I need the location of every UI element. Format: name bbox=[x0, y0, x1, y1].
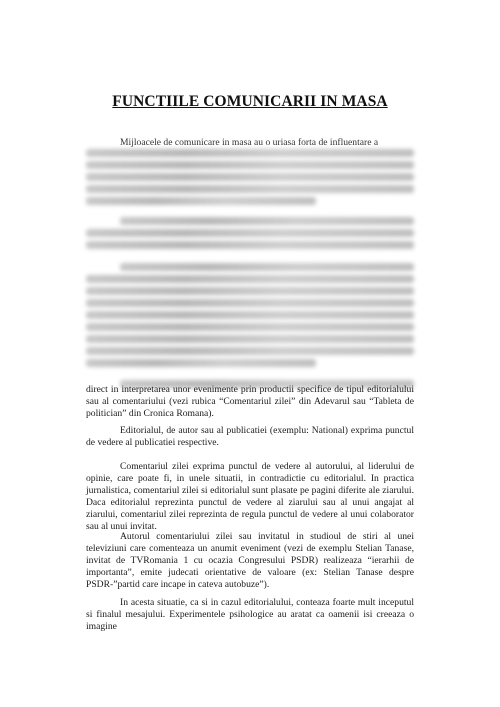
blurred-line bbox=[86, 287, 414, 295]
blurred-line bbox=[86, 185, 414, 193]
document-title: FUNCTIILE COMUNICARII IN MASA bbox=[112, 93, 388, 110]
blurred-line bbox=[86, 323, 414, 331]
blurred-line bbox=[86, 197, 316, 205]
blurred-line bbox=[86, 161, 414, 169]
paragraph-comentariul: Comentariul zilei exprima punctul de vedere al autorului, al liderului de opinie, care poate fi, in unele situatii, in contradictie cu editorialul. In practica jurnalistica, comentariul zilei si editorialul sunt plasate pe pagini diferite ale ziarului. Daca editorialul reprezinta punctul de vedere al ziarului sau al unui angajat al ziarului, comentariul zilei reprezinta de regula punctul de vedere al unui colaborator sau al unui invitat. bbox=[86, 461, 414, 533]
blurred-line bbox=[86, 299, 414, 307]
blurred-line bbox=[86, 347, 414, 355]
blurred-line bbox=[86, 229, 414, 237]
paragraph-situatie: In acesta situatie, ca si in cazul editorialului, conteaza foarte mult inceputul si finalul mesajului. Experimentele psihologice au aratat ca oamenii isi creeaza o imagine bbox=[86, 597, 414, 633]
blurred-line bbox=[86, 335, 414, 343]
blurred-line bbox=[86, 241, 414, 249]
blurred-line bbox=[86, 149, 414, 157]
blurred-line bbox=[86, 359, 316, 367]
blurred-line bbox=[120, 217, 414, 225]
blurred-line bbox=[120, 263, 414, 271]
paragraph-editorial: Editorialul, de autor sau al publicatiei (exemplu: National) exprima punctul de vedere al publicatiei respective. bbox=[86, 425, 414, 449]
blurred-line bbox=[86, 173, 414, 181]
blurred-line bbox=[86, 275, 414, 283]
blurred-line bbox=[86, 311, 414, 319]
paragraph-autorul: Autorul comentariului zilei sau invitatul in studioul de stiri al unei televiziuni care comenteaza un anumit eveniment (vezi de exemplu Stelian Tanase, invitat de TVRomania 1 cu ocazia Congresului PSDR) realizeaza “ierarhii de importanta”, emite judecati orientative de valoare (ex: Stelian Tanase despre PSDR-”partid care incape in cateva autobuze”). bbox=[86, 531, 414, 591]
continued-paragraph: direct in interpretarea unor evenimente prin productii specifice de tipul editorialului sau al comentariului (vezi rubica “Comentariul zilei” din Adevarul sau “Tableta de politician” din Cronica Romana). bbox=[86, 384, 414, 420]
intro-fragment: Mijloacele de comunicare in masa au o uriasa forta de influentare a bbox=[120, 137, 379, 148]
